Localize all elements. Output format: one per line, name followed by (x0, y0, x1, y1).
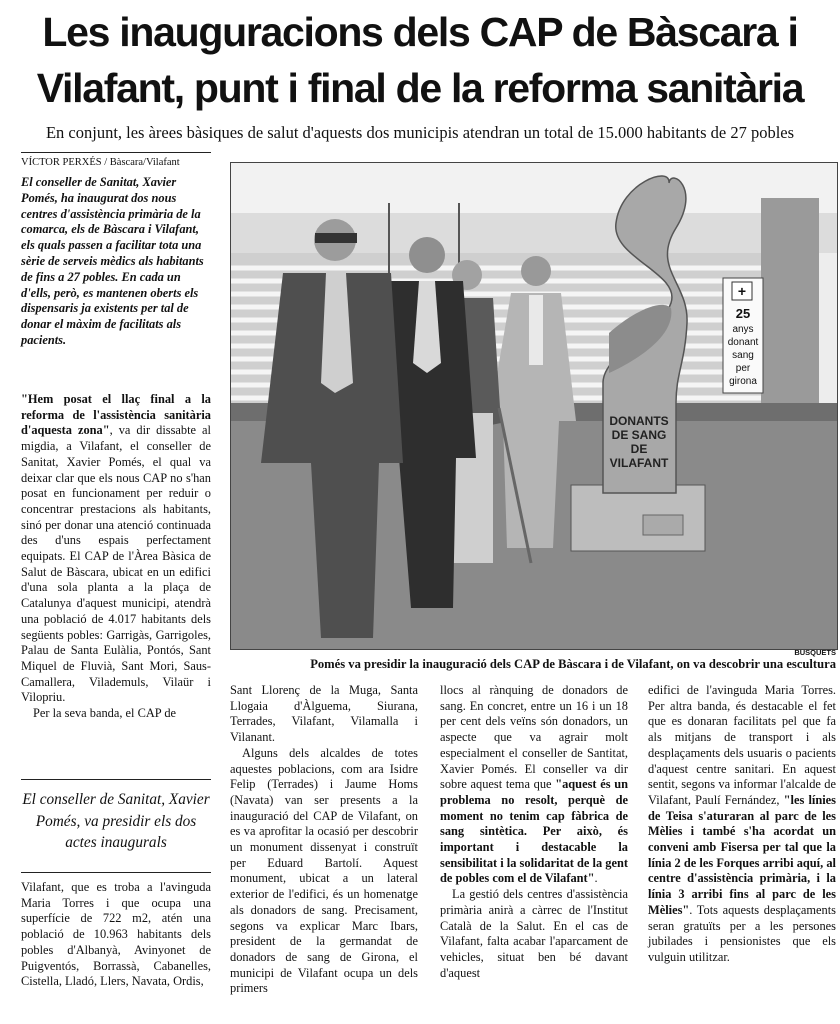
sculpture-line-1: DONANTS (609, 414, 669, 428)
column-1-quote: "Hem posat el llaç final a la reforma de l'assistència sanitària d'aquesta zona" (21, 392, 211, 438)
column-2-paragraph-1: Sant Llorenç de la Muga, Santa Llogaia d'Àlguema, Siurana, Terrades, Vilafant, Vilamalla i Vilanant. (230, 683, 418, 745)
column-1-text: , va dir dissabte al migdia, a Vilafant, el conseller de Sanitat, Xavier Pomés, el qual va deixar clar que els nous CAP no s'han posat en funcionament per reduir o concentrar prestacions als habitants, sinó per donar una atenció continuada des d'uns espais perfectament equipats. El CAP de l'Àrea Bàsica de Salut de Bàscara, ubicat en un edifici d'una sola planta a la plaça de Catalunya d'aquest municipi, atendrà una població de 4.017 habitants dels següents pobles: Garrigàs, Garrigoles, Palau de Santa Eulàlia, Pontós, Sant Miquel de Fluvià, Sant Mori, Saus-Camallera, Vilademuls, Vilaür i Vilopriu. (21, 423, 211, 705)
column-1-paragraph-1 (21, 392, 211, 706)
sign-line-4: sang (732, 350, 754, 361)
lead-paragraph: El conseller de Sanitat, Xavier Pomés, ha inaugurat dos nous centres d'assistència primària de la comarca, els de Bàscara i Vilafant, els quals passen a facilitar tota una sèrie de serveis mèdics als habitants de fins a 27 pobles. En cada un d'ells, però, es mantenen oberts els dispensaris ja existents per tal de donar el màxim de facilitats als pacients. (21, 175, 204, 347)
headline-line-2: Vilafant, punt i final de la reforma sanitària (36, 65, 804, 111)
column-1-bottom: Vilafant, que es troba a l'avinguda Maria Torres i que ocupa una superfície de 722 m2, atén una població de 10.963 habitants dels pobles d'Albanyà, Avinyonet de Puigventós, Borrassà, Cabanelles, Cistella, Lladó, Llers, Navata, Ordis, (21, 880, 211, 989)
pullquote-rule-top (21, 779, 211, 780)
column-4-paragraph-1: edifici de l'avinguda Maria Torres. Per altra banda, és destacable el fet que es donaran facilitats pel que fa als mitjans de transport i als desplaçaments dels usuaris o pacients d'aquest centre sanitari. En aquest sentit, segons va informar l'alcalde de Vilafant, Paulí Fernández, "les línies de Teisa s'aturaran al parc de les Mèlies i també s'ha acordat un conveni amb Fisersa per tal que la línia 2 de les Forques arribi aquí, al centre d'assistència primària, i la línia 3 arribi fins al parc de les Mèlies". Tots aquests desplaçaments seran gratuïts per a les persones jubilades i pensionistes que els vulguin utilitzar. (648, 683, 836, 964)
column-2 (230, 683, 418, 997)
byline-rule (21, 152, 211, 153)
column-4 (648, 683, 836, 966)
svg-text:+: + (737, 283, 747, 299)
column-1 (21, 392, 211, 722)
sign-line-6: girona (729, 376, 757, 387)
sculpture-line-2: DE SANG (611, 428, 667, 442)
column-3-quote: "aquest és un problema no resolt, perquè de moment no tenim cap fàbrica de sang sintètica. Per això, és important i destacable la sensibilitat i la solidaritat de la gent de pobles com el de Vilafant" (440, 777, 628, 886)
headline-line-1: Les inauguracions dels CAP de Bàscara i (42, 9, 798, 55)
sculpture-line-4: VILAFANT (609, 456, 669, 470)
photo-illustration (231, 163, 837, 649)
news-photo (230, 162, 838, 650)
column-1-paragraph-2: Per la seva banda, el CAP de (33, 706, 177, 721)
sign-line-1: 25 (735, 306, 751, 321)
photo-credit: BUSQUETS (794, 648, 836, 657)
sign-line-3: donant (727, 337, 759, 348)
byline: VÍCTOR PERXÉS / Bàscara/Vilafant (21, 157, 180, 168)
sign-line-5: per (735, 363, 751, 374)
headline (0, 4, 840, 116)
column-3-paragraph-1: llocs al rànquing de donadors de sang. En concret, entre un 16 i un 18 per cent dels veïns són donadors, un aspecte que va agrair molt especialment el conseller de Santitat, Xavier Pomés. El conseller va dir sobre aquest tema que "aquest és un problema no resolt, perquè de moment no tenim cap fàbrica de sang sintètica. Per això, és important i destacable la sensibilitat i la solidaritat de la gent de pobles com el de Vilafant". (440, 683, 628, 886)
column-4-quote: "les línies de Teisa s'aturaran al parc de les Mèlies i també s'ha acordat un conveni amb Fisersa per tal que la línia 2 de les Forques arribi aquí, al centre d'assistència primària, i la línia 3 arribi fins al parc de les Mèlies" (648, 792, 836, 917)
pullquote: El conseller de Sanitat, Xavier Pomés, va presidir els dos actes inaugurals (22, 791, 210, 851)
pullquote-rule-bottom (21, 872, 211, 873)
column-3-paragraph-2: La gestió dels centres d'assistència primària anirà a càrrec de l'Institut Català de la Salut. En el cas de Vilafant, falta acabar l'aparcament de vehicles, situat ben bé davant d'aquest (440, 887, 628, 980)
byline-author: VÍCTOR PERXÉS (21, 157, 102, 168)
sign-line-2: anys (732, 324, 754, 335)
column-3 (440, 683, 628, 981)
byline-location: Bàscara/Vilafant (109, 157, 180, 168)
column-2-paragraph-2: Alguns dels alcaldes de totes aquestes poblacions, com ara Isidre Felip (Terrades) i Jaume Homs (Navata) van ser presents a la inauguració del CAP de Vilafant, on es va aprofitar la ocasió per descobrir un monument dissenyat i construït per Eduard Bartolí. Aquest monument, ubicat a un lateral exterior de l'edifici, és un homenatge als donadors de sang. Precisament, segons va explicar Marc Ibars, president de la germandat de donadors de sang de Girona, el municipi de Vilafant ocupa un dels primers (230, 745, 418, 996)
subheadline: En conjunt, les àrees bàsiques de salut d'aquests dos municipis atendran un total de 15.000 habitants de 27 pobles (45, 123, 795, 142)
photo-caption: Pomés va presidir la inauguració dels CAP de Bàscara i de Vilafant, on va descobrir una escultura (310, 657, 836, 671)
sculpture-line-3: DE (630, 442, 648, 456)
